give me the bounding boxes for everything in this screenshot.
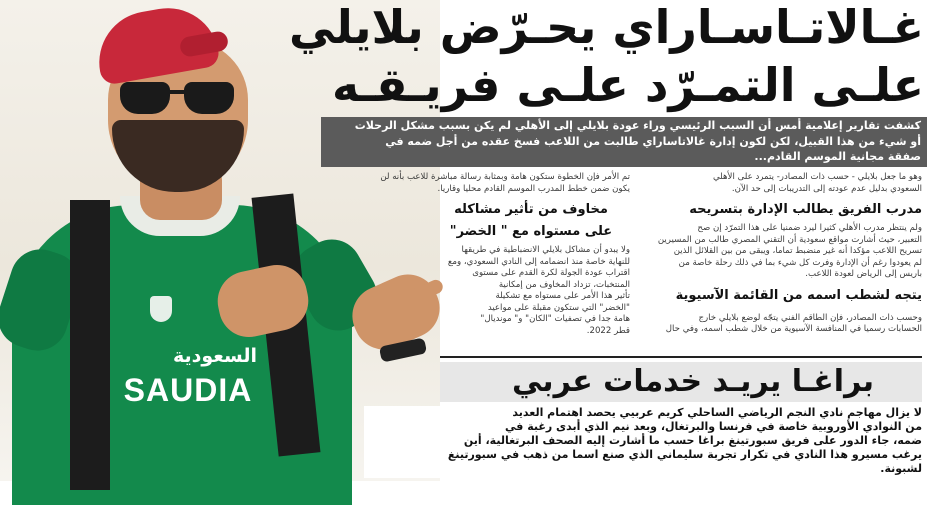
paragraph-line: تسريح اللاعب مؤكدا أنه غير منضبط تماما، ويبقى من بين القلائل الذين [673, 246, 922, 256]
paragraph-line: المنتخبات، تزداد المخاوف من إمكانية [498, 279, 630, 290]
sunglasses-lens-left [120, 82, 170, 114]
paragraph-line: وهو ما جعل بلايلي - حسب ذات المصادر- يتمرد على الأهلي [713, 172, 922, 182]
sunglasses-lens-right [184, 82, 234, 114]
paragraph-line: للنهاية خاصة منذ انضمامه إلى النادي السعودي، ومع [447, 256, 630, 267]
intro-line: صفقة مجانية الموسم القادم... [754, 150, 921, 163]
subheading: على مستواه مع " الخضر" [449, 224, 613, 239]
paragraph-line: يكون ضمن خطط المدرب الموسم القادم محليا وقاريا. [437, 183, 630, 194]
paragraph-line: لم يعودوا رغم أن الإدارة وفرت كل شيء بما في ذلك رحلة خاصة من [678, 257, 922, 268]
bottom-story-title: براغـا يريـد خدمات عربي [440, 362, 922, 402]
paragraph-line: تم الأمر فإن الخطوة ستكون هامة وبمثابة رسالة مباشرة للاعب بأنه لن [380, 172, 630, 182]
subheading: يتجه لشطب اسمه من القائمة الآسيوية [675, 287, 922, 303]
headline-line-2: علـى التمـرّد علـى فريـقـه [331, 58, 924, 112]
backpack-strap-left [70, 200, 110, 490]
article-column-right [640, 172, 922, 336]
intro-line: أو شيء من هذا القبيل، لكن لكون إدارة غالاتاساراي طالبت من اللاعب فسخ عقده من أجل ضمه في [385, 134, 921, 148]
paragraph-line: باريس إلى الرياض لعودة اللاعب. [805, 269, 922, 279]
sponsor-english: SAUDIA [123, 372, 253, 408]
paragraph-line: التعبير، حيث أشارت مواقع سعودية أن التقني المصري طالب من المسيرين [657, 234, 922, 245]
paragraph-line: "الخضر" التي ستكون مقبلة على مواعيد [487, 302, 630, 313]
club-crest [150, 296, 172, 322]
paragraph-line: وحسب ذات المصادر، فإن الطاقم الفني يتجّه لوضع بلايلي خارج [698, 312, 922, 323]
paragraph-line: قطر 2022. [586, 325, 630, 336]
paragraph-line: السعودي بدليل عدم عودته إلى التدريبات إلى حد الآن. [731, 183, 922, 194]
paragraph-line: ولا يبدو أن مشاكل بلايلي الانضباطية في طريقها [461, 245, 630, 255]
bottom-story-line: لشبونة. [880, 462, 922, 475]
subheading: مخاوف من تأثير مشاكله [454, 202, 608, 217]
paragraph-line: الحسابات رسميا في المنافسة الآسيوية من خلال شطب اسمه، وفي حال [665, 324, 922, 334]
sunglasses [120, 82, 236, 116]
intro-box [321, 117, 927, 167]
section-divider [440, 356, 922, 358]
bottom-story-line: لا يزال مهاجم نادي النجم الرياضي الساحلي كريم عربيي يحصد اهتمام العديد [512, 406, 922, 419]
paragraph-line: هامة جدا في تصفيات "الكان" و" مونديال" [480, 314, 630, 324]
bottom-story-line: من النوادي الأوروبية خاصة في فرنسا والبرتغال، وبعد نيم الذي أبدى رغبة في [505, 420, 922, 433]
paragraph-line: تأثير هذا الأمر على مستواه مع تشكيلة [495, 291, 630, 301]
bottom-story-line: ضمه، جاء الدور على فريق سبورتينغ براغا حسب ما أشارت إليه الصحف البرتغالية، أين [463, 434, 922, 447]
sponsor-arabic: السعودية [172, 345, 258, 367]
bottom-story-body [364, 406, 922, 478]
subheading: مدرب الفريق يطالب الإدارة بتسريحه [689, 202, 922, 217]
headline-line-1: غـالاتـاسـاراي يحـرّض بلايلي [288, 0, 924, 54]
paragraph-line: ولم ينتظر مدرب الأهلي كثيرا ليرد ضمنيا على هذا التمرّد إن صح [697, 223, 922, 233]
bottom-story-line: يرغب مسيرو هذا النادي في تكرار تجربة سليماني الذي صنع اسما من ذهب في سبورتينغ [447, 448, 922, 461]
paragraph-line: اقتراب عودة الجولة لكرة القدم على مستوى [472, 268, 630, 278]
intro-line: كشفت تقارير إعلامية أمس أن السبب الرئيسي وراء عودة بلايلي إلى الأهلي لم يكن بسبب مشكل الرحلات [354, 119, 921, 132]
article-column-middle [380, 172, 630, 337]
